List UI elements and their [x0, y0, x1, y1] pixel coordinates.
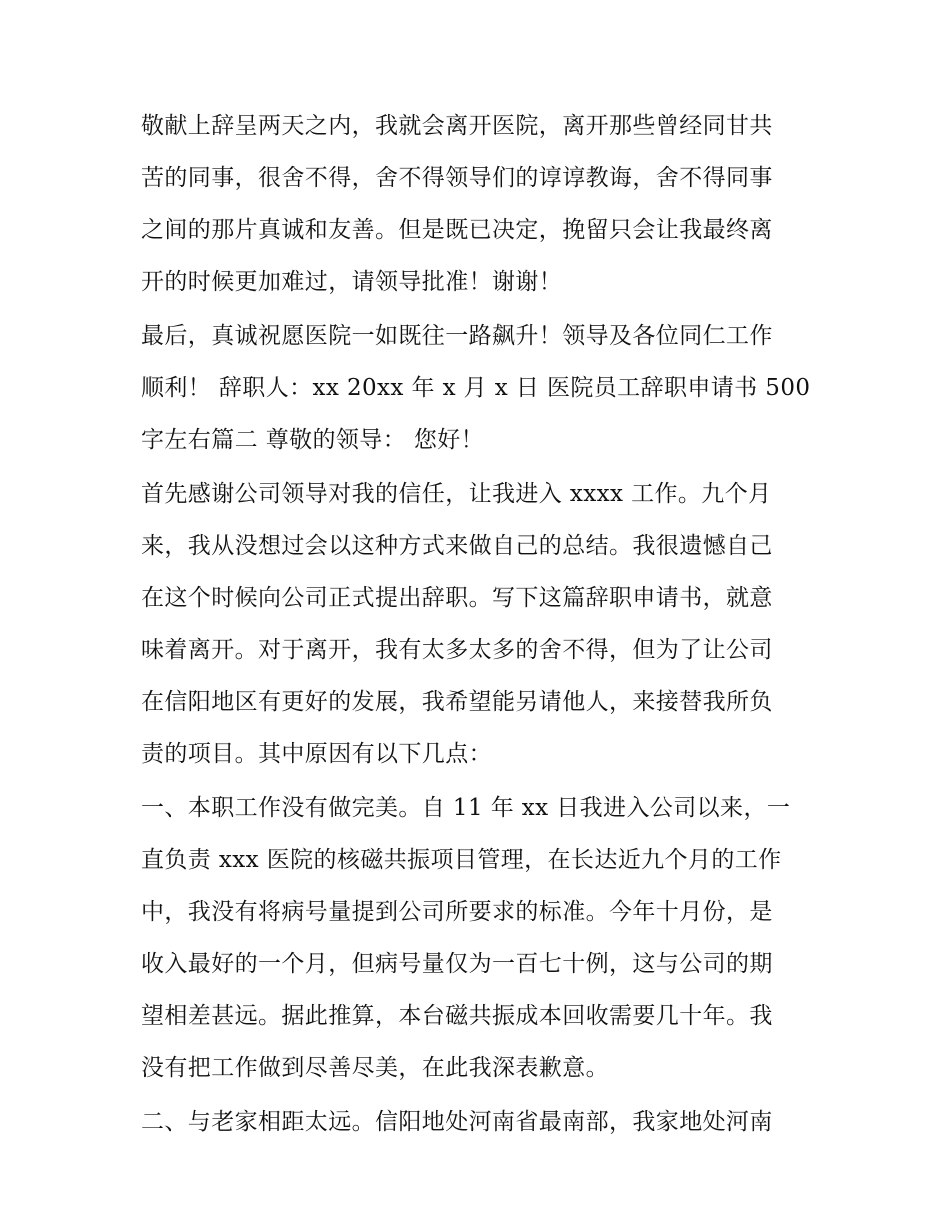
text-line: 没有把工作做到尽善尽美，在此我深表歉意。: [141, 1055, 609, 1081]
text-line: 中，我没有将病号量提到公司所要求的标准。今年十月份，是: [141, 899, 773, 925]
text-line: 之间的那片真诚和友善。但是既已决定，挽留只会让我最终离: [141, 217, 773, 243]
text-line: 望相差甚远。据此推算，本台磁共振成本回收需要几十年。我: [141, 1003, 773, 1029]
paragraph-reason-one: [141, 782, 821, 1094]
text-line: 顺利！ 辞职人：xx 20xx 年 x 月 x 日 医院员工辞职申请书 500: [141, 375, 811, 401]
text-line: 二、与老家相距太远。信阳地处河南省最南部，我家地处河南: [141, 1109, 773, 1135]
text-line: 来，我从没想过会以这种方式来做自己的总结。我很遗憾自己: [141, 533, 773, 559]
text-line: 味着离开。对于离开，我有太多太多的舍不得，但为了让公司: [141, 637, 773, 663]
text-line: 苦的同事，很舍不得，舍不得领导们的谆谆教诲，舍不得同事: [141, 165, 773, 191]
paragraph-intro: [141, 468, 821, 780]
document-body: [141, 100, 821, 1148]
text-line: 开的时候更加难过，请领导批准！谢谢！: [141, 269, 563, 295]
text-line: 在这个时候向公司正式提出辞职。写下这篇辞职申请书，就意: [141, 585, 773, 611]
text-line: 一、本职工作没有做完美。自 11 年 xx 日我进入公司以来，一: [141, 795, 791, 821]
paragraph-reason-two: [141, 1096, 821, 1148]
text-line: 字左右篇二 尊敬的领导： 您好！: [141, 427, 485, 453]
text-line: 责的项目。其中原因有以下几点：: [141, 741, 492, 767]
text-line: 收入最好的一个月，但病号量仅为一百七十例，这与公司的期: [141, 951, 773, 977]
paragraph-closing-wishes: [141, 310, 821, 466]
text-line: 最后，真诚祝愿医院一如既往一路飙升！领导及各位同仁工作: [141, 323, 773, 349]
text-line: 敬献上辞呈两天之内，我就会离开医院，离开那些曾经同甘共: [141, 113, 773, 139]
text-line: 直负责 xxx 医院的核磁共振项目管理，在长达近九个月的工作: [141, 847, 782, 873]
text-line: 首先感谢公司领导对我的信任，让我进入 xxxx 工作。九个月: [141, 481, 772, 507]
text-line: 在信阳地区有更好的发展，我希望能另请他人，来接替我所负: [141, 689, 773, 715]
paragraph-resignation-close: [141, 100, 821, 308]
